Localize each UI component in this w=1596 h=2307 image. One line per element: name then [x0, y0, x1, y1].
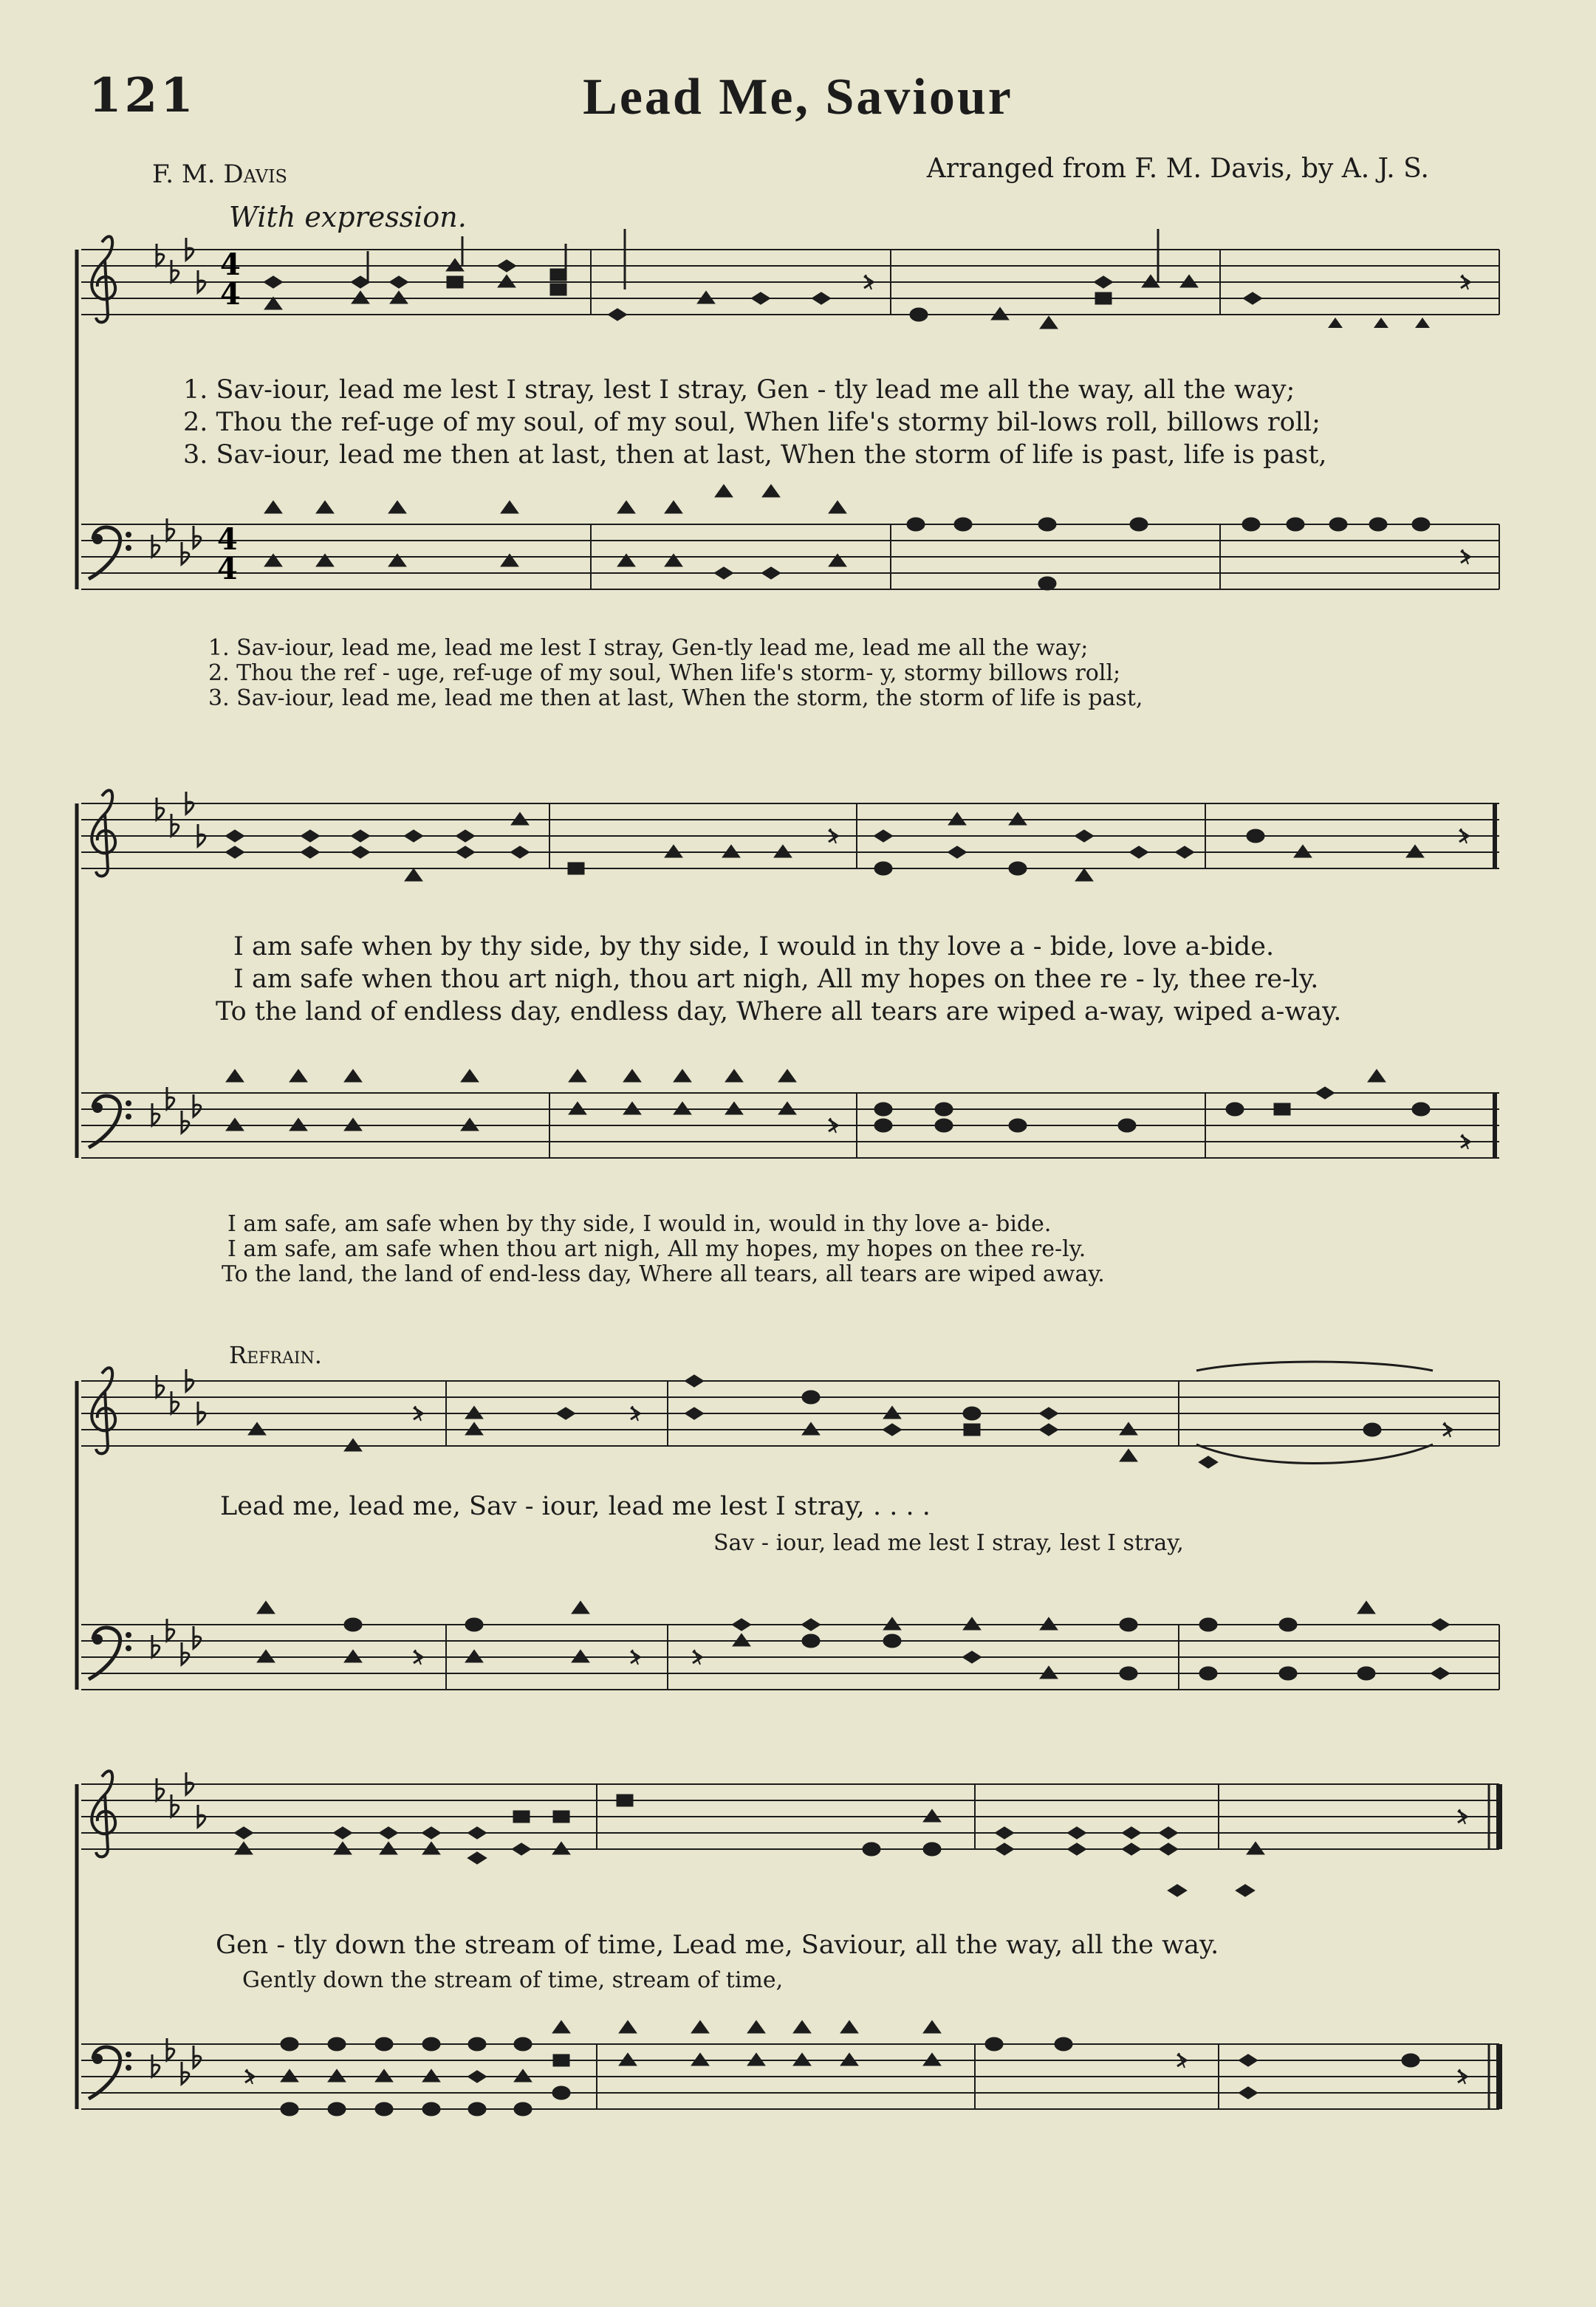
- svg-text:4: 4: [217, 552, 238, 586]
- refrain-alto-lyric: Sav - iour, lead me lest I stray, lest I stray,: [713, 1530, 1184, 1556]
- lyric-verse-3: 3. Sav-iour, lead me then at last, then at last, When the storm of life is past, life is past,: [183, 440, 1327, 470]
- bass-lyric-verse-3: 3. Sav-iour, lead me, lead me then at last, When the storm, the storm of life is past,: [208, 685, 1143, 711]
- bass-lyric-verse-1: 1. Sav-iour, lead me, lead me lest I stray, Gen-tly lead me, lead me all the way;: [208, 635, 1089, 661]
- svg-text:4: 4: [220, 247, 241, 282]
- bass-lyric-verse-3: To the land, the land of end-less day, Where all tears, all tears are wiped away.: [222, 1261, 1105, 1287]
- lyric-verse-1: 1. Sav-iour, lead me lest I stray, lest I stray, Gen - tly lead me all the way, all the way;: [183, 375, 1295, 405]
- lyric-verse-3: To the land of endless day, endless day, Where all tears are wiped a-way, wiped a-way.: [216, 997, 1342, 1026]
- tempo-marking: With expression.: [229, 201, 467, 233]
- composer-credit: F. M. Davis: [152, 160, 287, 189]
- hymn-title: Lead Me, Saviour: [583, 69, 1013, 126]
- lyric-verse-2: 2. Thou the ref-uge of my soul, of my soul, When life's stormy bil-lows roll, billows roll;: [183, 408, 1321, 437]
- final-lyric: Gen - tly down the stream of time, Lead me, Saviour, all the way, all the way.: [216, 1930, 1219, 1960]
- svg-text:4: 4: [217, 522, 238, 557]
- system-3: [77, 1362, 1499, 1690]
- refrain-label: Refrain.: [229, 1341, 322, 1369]
- bass-lyric-verse-2: 2. Thou the ref - uge, ref-uge of my soul, When life's storm- y, stormy billows roll;: [208, 660, 1121, 686]
- svg-text:4: 4: [220, 277, 241, 312]
- page-number: 121: [89, 68, 196, 123]
- lyric-verse-1: I am safe when by thy side, by thy side, I would in thy love a - bide, love a-bide.: [233, 932, 1275, 961]
- lyric-verse-2: I am safe when thou art nigh, thou art nigh, All my hopes on thee re - ly, thee re-ly.: [233, 964, 1319, 994]
- bass-lyric-verse-1: I am safe, am safe when by thy side, I would in, would in thy love a- bide.: [227, 1211, 1052, 1237]
- arranger-credit: Arranged from F. M. Davis, by A. J. S.: [926, 154, 1429, 184]
- bass-lyric-verse-2: I am safe, am safe when thou art nigh, All my hopes, my hopes on thee re-ly.: [227, 1236, 1086, 1262]
- refrain-lyric: Lead me, lead me, Sav - iour, lead me lest I stray, . . . .: [220, 1492, 931, 1521]
- final-alto-lyric: Gently down the stream of time, stream of time,: [242, 1967, 784, 1993]
